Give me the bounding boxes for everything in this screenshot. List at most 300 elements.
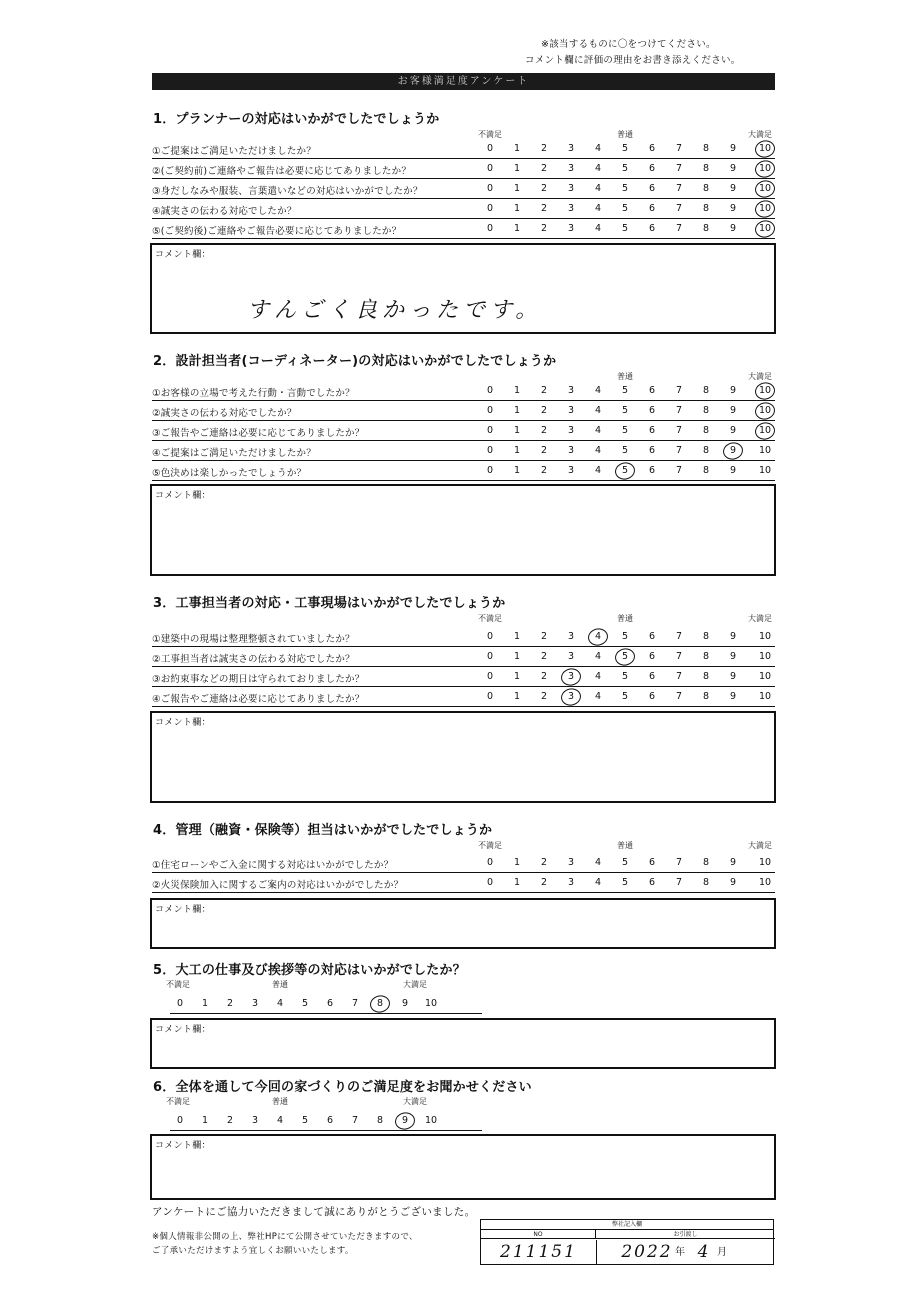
scale-option-4[interactable]: 4 <box>594 163 602 174</box>
scale-option-7[interactable]: 7 <box>675 465 683 476</box>
scale-option-0[interactable]: 0 <box>486 857 494 868</box>
scale-option-3[interactable]: 3 <box>567 405 575 416</box>
scale-option-1[interactable]: 1 <box>513 671 521 682</box>
scale-option-2[interactable]: 2 <box>540 465 548 476</box>
scale-option-1[interactable]: 1 <box>513 405 521 416</box>
selected-circle <box>753 158 776 179</box>
scale-option-8[interactable]: 8 <box>702 183 710 194</box>
handover-label: お引渡し <box>596 1230 775 1239</box>
scale-option-6[interactable]: 6 <box>648 203 656 214</box>
scale-option-2[interactable]: 2 <box>540 405 548 416</box>
question-row <box>152 873 775 893</box>
scale-option-4[interactable]: 4 <box>594 651 602 662</box>
scale-option-8[interactable]: 8 <box>370 998 390 1009</box>
selected-circle <box>753 218 776 239</box>
scale-option-9[interactable]: 9 <box>729 877 737 888</box>
scale-option-10[interactable]: 10 <box>758 651 772 662</box>
scale-option-7[interactable]: 7 <box>675 163 683 174</box>
office-use-header: 弊社記入欄 <box>481 1220 773 1230</box>
scale-option-0[interactable]: 0 <box>486 445 494 456</box>
selected-circle <box>753 420 776 441</box>
scale-option-10[interactable]: 10 <box>755 425 775 436</box>
scale-option-6[interactable]: 6 <box>648 651 656 662</box>
selected-circle <box>721 440 744 461</box>
scale-option-0[interactable]: 0 <box>176 998 184 1009</box>
scale-option-9[interactable]: 9 <box>729 465 737 476</box>
scale-option-6[interactable]: 6 <box>326 1115 334 1126</box>
survey-number: 211151 <box>500 1242 577 1262</box>
scale-option-4[interactable]: 4 <box>594 465 602 476</box>
selected-circle <box>753 198 776 219</box>
scale-option-9[interactable]: 9 <box>729 163 737 174</box>
scale-option-5[interactable]: 5 <box>621 857 629 868</box>
office-use-box <box>480 1219 774 1265</box>
question-text: ③ご報告やご連絡は必要に応じてありましたか？ <box>152 428 365 439</box>
scale-option-8[interactable]: 8 <box>702 385 710 396</box>
scale-option-10[interactable]: 10 <box>758 877 772 888</box>
scale-option-4[interactable]: 4 <box>276 998 284 1009</box>
scale-option-7[interactable]: 7 <box>675 691 683 702</box>
scale-option-10[interactable]: 10 <box>424 1115 438 1126</box>
question-text: ③身だしなみや服装、言葉遣いなどの対応はいかがでしたか？ <box>152 186 423 197</box>
section-5-title: 5．大工の仕事及び挨拶等の対応はいかがでしたか？ <box>153 963 466 978</box>
scale-option-9[interactable]: 9 <box>729 223 737 234</box>
scale-label-high: 大満足 <box>403 1097 427 1106</box>
question-text: ②(ご契約前)ご連絡やご報告は必要に応じてありましたか？ <box>152 166 412 177</box>
scale-option-5[interactable]: 5 <box>621 405 629 416</box>
scale-label-mid: 普通 <box>617 372 633 381</box>
scale-option-6[interactable]: 6 <box>326 998 334 1009</box>
scale-label-high: 大満足 <box>748 130 772 139</box>
scale-option-0[interactable]: 0 <box>486 385 494 396</box>
scale-option-5[interactable]: 5 <box>301 998 309 1009</box>
scale-option-6[interactable]: 6 <box>648 445 656 456</box>
scale-option-9[interactable]: 9 <box>723 445 743 456</box>
comment-handwriting: すんごく良かったです。 <box>247 298 543 323</box>
scale-option-1[interactable]: 1 <box>513 445 521 456</box>
scale-option-2[interactable]: 2 <box>540 631 548 642</box>
scale-option-6[interactable]: 6 <box>648 405 656 416</box>
scale-option-3[interactable]: 3 <box>567 163 575 174</box>
scale-option-3[interactable]: 3 <box>567 651 575 662</box>
section-1-title: 1．プランナーの対応はいかがでしたでしょうか <box>153 112 440 127</box>
scale-option-5[interactable]: 5 <box>615 651 635 662</box>
scale-option-2[interactable]: 2 <box>540 425 548 436</box>
question-row <box>152 401 775 421</box>
selected-circle <box>559 666 582 687</box>
scale-option-4[interactable]: 4 <box>594 857 602 868</box>
scale-option-2[interactable]: 2 <box>540 223 548 234</box>
question-text: ④ご提案はご満足いただけましたか？ <box>152 448 316 459</box>
scale-option-8[interactable]: 8 <box>702 465 710 476</box>
scale-option-4[interactable]: 4 <box>594 223 602 234</box>
scale-option-1[interactable]: 1 <box>513 163 521 174</box>
scale-option-9[interactable]: 9 <box>729 143 737 154</box>
scale-option-2[interactable]: 2 <box>540 163 548 174</box>
selected-circle <box>753 178 776 199</box>
scale-option-3[interactable]: 3 <box>567 857 575 868</box>
scale-option-9[interactable]: 9 <box>729 183 737 194</box>
section-2-title: 2．設計担当者(コーディネーター)の対応はいかがでしたでしょうか <box>153 354 557 369</box>
scale-option-3[interactable]: 3 <box>567 465 575 476</box>
question-text: ④誠実さの伝わる対応でしたか？ <box>152 206 297 217</box>
instruction-circle: ※該当するものに〇をつけてください。 <box>541 39 716 50</box>
scale-option-2[interactable]: 2 <box>540 877 548 888</box>
scale-option-2[interactable]: 2 <box>540 445 548 456</box>
scale-label-mid: 普通 <box>617 614 633 623</box>
scale-option-8[interactable]: 8 <box>702 203 710 214</box>
question-row <box>152 381 775 401</box>
scale-option-10[interactable]: 10 <box>758 691 772 702</box>
scale-option-3[interactable]: 3 <box>567 183 575 194</box>
question-text: ①建築中の現場は整理整頓されていましたか？ <box>152 634 355 645</box>
handover-year: 2022 <box>621 1242 673 1262</box>
scale-option-6[interactable]: 6 <box>648 425 656 436</box>
scale-option-3[interactable]: 3 <box>567 877 575 888</box>
scale-option-0[interactable]: 0 <box>486 671 494 682</box>
selected-circle <box>753 400 776 421</box>
question-row <box>152 159 775 179</box>
scale-option-2[interactable]: 2 <box>540 385 548 396</box>
scale-option-9[interactable]: 9 <box>729 425 737 436</box>
scale-option-8[interactable]: 8 <box>702 877 710 888</box>
scale-option-6[interactable]: 6 <box>648 857 656 868</box>
scale-option-10[interactable]: 10 <box>758 465 772 476</box>
selected-circle <box>613 460 636 481</box>
scale-option-6[interactable]: 6 <box>648 631 656 642</box>
scale-label-low: 不満足 <box>166 1097 190 1106</box>
scale-option-3[interactable]: 3 <box>561 691 581 702</box>
section-4-title: 4．管理（融資・保険等）担当はいかがでしたでしょうか <box>153 823 493 838</box>
question-text: ①お客様の立場で考えた行動・言動でしたか？ <box>152 388 355 399</box>
single-scale-row <box>170 994 482 1014</box>
year-unit: 年 <box>675 1247 687 1258</box>
question-text: ②誠実さの伝わる対応でしたか？ <box>152 408 297 419</box>
scale-option-6[interactable]: 6 <box>648 223 656 234</box>
scale-option-10[interactable]: 10 <box>755 405 775 416</box>
question-row <box>152 461 775 481</box>
scale-option-8[interactable]: 8 <box>702 671 710 682</box>
scale-option-8[interactable]: 8 <box>702 631 710 642</box>
scale-option-9[interactable]: 9 <box>729 671 737 682</box>
comment-box[interactable] <box>150 1018 776 1069</box>
scale-option-0[interactable]: 0 <box>486 631 494 642</box>
scale-option-2[interactable]: 2 <box>226 998 234 1009</box>
scale-option-10[interactable]: 10 <box>424 998 438 1009</box>
scale-option-7[interactable]: 7 <box>675 203 683 214</box>
question-row <box>152 647 775 667</box>
scale-option-5[interactable]: 5 <box>621 877 629 888</box>
question-text: ②工事担当者は誠実さの伝わる対応でしたか？ <box>152 654 355 665</box>
scale-option-0[interactable]: 0 <box>486 877 494 888</box>
comment-label: コメント欄： <box>155 250 211 260</box>
scale-option-4[interactable]: 4 <box>588 631 608 642</box>
scale-option-10[interactable]: 10 <box>758 857 772 868</box>
scale-option-10[interactable]: 10 <box>755 163 775 174</box>
selected-circle <box>368 993 391 1014</box>
section-6-title: 6．全体を通して今回の家づくりのご満足度をお聞かせください <box>153 1080 532 1095</box>
scale-option-4[interactable]: 4 <box>594 445 602 456</box>
scale-option-4[interactable]: 4 <box>594 671 602 682</box>
scale-option-2[interactable]: 2 <box>540 857 548 868</box>
scale-label-low: 不満足 <box>478 841 502 850</box>
scale-option-0[interactable]: 0 <box>486 183 494 194</box>
scale-option-8[interactable]: 8 <box>702 163 710 174</box>
scale-option-1[interactable]: 1 <box>513 143 521 154</box>
scale-option-4[interactable]: 4 <box>594 425 602 436</box>
scale-option-9[interactable]: 9 <box>729 857 737 868</box>
scale-option-7[interactable]: 7 <box>675 671 683 682</box>
scale-option-7[interactable]: 7 <box>675 631 683 642</box>
scale-option-6[interactable]: 6 <box>648 385 656 396</box>
scale-option-3[interactable]: 3 <box>567 143 575 154</box>
question-row <box>152 627 775 647</box>
comment-label: コメント欄： <box>155 491 211 501</box>
question-row <box>152 667 775 687</box>
scale-option-10[interactable]: 10 <box>758 631 772 642</box>
question-text: ⑤色決めは楽しかったでしょうか？ <box>152 468 307 479</box>
scale-option-10[interactable]: 10 <box>755 385 775 396</box>
scale-option-5[interactable]: 5 <box>621 631 629 642</box>
scale-option-5[interactable]: 5 <box>621 671 629 682</box>
scale-option-7[interactable]: 7 <box>675 425 683 436</box>
question-text: ⑤(ご契約後)ご連絡やご報告必要に応じてありましたか？ <box>152 226 402 237</box>
scale-option-1[interactable]: 1 <box>513 203 521 214</box>
scale-option-8[interactable]: 8 <box>702 651 710 662</box>
scale-option-4[interactable]: 4 <box>594 691 602 702</box>
scale-option-5[interactable]: 5 <box>621 163 629 174</box>
scale-option-3[interactable]: 3 <box>567 223 575 234</box>
scale-option-10[interactable]: 10 <box>755 203 775 214</box>
scale-label-low: 不満足 <box>478 130 502 139</box>
scale-option-3[interactable]: 3 <box>251 1115 259 1126</box>
scale-option-7[interactable]: 7 <box>351 1115 359 1126</box>
scale-option-0[interactable]: 0 <box>486 163 494 174</box>
scale-option-10[interactable]: 10 <box>758 671 772 682</box>
scale-option-0[interactable]: 0 <box>486 651 494 662</box>
scale-option-7[interactable]: 7 <box>675 223 683 234</box>
scale-option-6[interactable]: 6 <box>648 877 656 888</box>
scale-option-0[interactable]: 0 <box>486 405 494 416</box>
scale-option-1[interactable]: 1 <box>513 183 521 194</box>
question-row <box>152 853 775 873</box>
scale-option-1[interactable]: 1 <box>513 385 521 396</box>
scale-option-4[interactable]: 4 <box>594 143 602 154</box>
scale-option-1[interactable]: 1 <box>513 651 521 662</box>
scale-option-3[interactable]: 3 <box>567 425 575 436</box>
scale-option-2[interactable]: 2 <box>226 1115 234 1126</box>
scale-option-7[interactable]: 7 <box>675 877 683 888</box>
scale-option-5[interactable]: 5 <box>621 143 629 154</box>
scale-option-9[interactable]: 9 <box>729 651 737 662</box>
scale-option-5[interactable]: 5 <box>621 223 629 234</box>
scale-option-0[interactable]: 0 <box>486 223 494 234</box>
selected-circle <box>393 1110 416 1131</box>
scale-label-high: 大満足 <box>403 980 427 989</box>
scale-option-0[interactable]: 0 <box>486 465 494 476</box>
scale-label-mid: 普通 <box>617 130 633 139</box>
scale-option-9[interactable]: 9 <box>729 385 737 396</box>
scale-option-5[interactable]: 5 <box>615 465 635 476</box>
scale-label-high: 大満足 <box>748 841 772 850</box>
scale-option-7[interactable]: 7 <box>675 445 683 456</box>
scale-option-1[interactable]: 1 <box>201 1115 209 1126</box>
scale-label-mid: 普通 <box>272 1097 288 1106</box>
scale-option-6[interactable]: 6 <box>648 691 656 702</box>
question-text: ④ご報告やご連絡は必要に応じてありましたか？ <box>152 694 365 705</box>
scale-option-7[interactable]: 7 <box>675 183 683 194</box>
scale-option-5[interactable]: 5 <box>621 183 629 194</box>
scale-option-1[interactable]: 1 <box>513 691 521 702</box>
scale-option-3[interactable]: 3 <box>567 445 575 456</box>
scale-option-7[interactable]: 7 <box>675 385 683 396</box>
scale-label-low: 不満足 <box>166 980 190 989</box>
scale-option-1[interactable]: 1 <box>513 425 521 436</box>
scale-option-0[interactable]: 0 <box>486 203 494 214</box>
scale-option-8[interactable]: 8 <box>702 425 710 436</box>
scale-option-6[interactable]: 6 <box>648 465 656 476</box>
scale-option-2[interactable]: 2 <box>540 651 548 662</box>
comment-box[interactable] <box>150 484 776 576</box>
scale-option-6[interactable]: 6 <box>648 183 656 194</box>
scale-option-8[interactable]: 8 <box>702 405 710 416</box>
scale-option-10[interactable]: 10 <box>755 183 775 194</box>
scale-option-4[interactable]: 4 <box>594 203 602 214</box>
selected-circle <box>753 380 776 401</box>
scale-option-0[interactable]: 0 <box>176 1115 184 1126</box>
scale-option-10[interactable]: 10 <box>755 143 775 154</box>
scale-option-10[interactable]: 10 <box>755 223 775 234</box>
selected-circle <box>559 686 582 707</box>
scale-option-7[interactable]: 7 <box>675 405 683 416</box>
question-row <box>152 179 775 199</box>
scale-option-3[interactable]: 3 <box>567 203 575 214</box>
thank-you-message: アンケートにご協力いただきまして誠にありがとうございました。 <box>152 1206 476 1218</box>
question-text: ②火災保険加入に関するご案内の対応はいかがでしたか？ <box>152 880 404 891</box>
scale-option-1[interactable]: 1 <box>513 631 521 642</box>
privacy-note-1: ※個人情報非公開の上、弊社HPにて公開させていただきますので、 <box>152 1232 418 1242</box>
question-text: ③お約束事などの期日は守られておりましたか？ <box>152 674 365 685</box>
question-row <box>152 421 775 441</box>
scale-label-mid: 普通 <box>272 980 288 989</box>
handover-month: 4 <box>697 1242 711 1262</box>
scale-label-high: 大満足 <box>748 614 772 623</box>
scale-option-2[interactable]: 2 <box>540 183 548 194</box>
scale-label-mid: 普通 <box>617 841 633 850</box>
scale-option-2[interactable]: 2 <box>540 691 548 702</box>
comment-label: コメント欄： <box>155 1025 211 1035</box>
scale-option-1[interactable]: 1 <box>513 223 521 234</box>
instruction-comment: コメント欄に評価の理由をお書き添えください。 <box>525 55 741 66</box>
scale-option-4[interactable]: 4 <box>594 385 602 396</box>
comment-label: コメント欄： <box>155 905 211 915</box>
scale-option-4[interactable]: 4 <box>594 405 602 416</box>
scale-option-6[interactable]: 6 <box>648 163 656 174</box>
scale-option-9[interactable]: 9 <box>395 1115 415 1126</box>
question-row <box>152 219 775 239</box>
scale-option-1[interactable]: 1 <box>201 998 209 1009</box>
comment-label: コメント欄： <box>155 1141 211 1151</box>
scale-option-9[interactable]: 9 <box>729 631 737 642</box>
scale-option-8[interactable]: 8 <box>702 445 710 456</box>
comment-box[interactable] <box>150 898 776 949</box>
scale-option-9[interactable]: 9 <box>729 405 737 416</box>
scale-option-8[interactable]: 8 <box>702 143 710 154</box>
scale-option-8[interactable]: 8 <box>702 691 710 702</box>
no-label: NO <box>481 1230 596 1239</box>
scale-option-3[interactable]: 3 <box>251 998 259 1009</box>
question-row <box>152 139 775 159</box>
selected-circle <box>586 626 609 647</box>
scale-option-9[interactable]: 9 <box>729 203 737 214</box>
scale-option-5[interactable]: 5 <box>301 1115 309 1126</box>
scale-option-8[interactable]: 8 <box>702 857 710 868</box>
scale-option-2[interactable]: 2 <box>540 671 548 682</box>
scale-label-high: 大満足 <box>748 372 772 381</box>
scale-option-9[interactable]: 9 <box>729 691 737 702</box>
comment-box[interactable] <box>150 243 776 334</box>
section-3-title: 3．工事担当者の対応・工事現場はいかがでしたでしょうか <box>153 596 506 611</box>
scale-option-8[interactable]: 8 <box>702 223 710 234</box>
scale-option-0[interactable]: 0 <box>486 143 494 154</box>
office-divider <box>596 1240 597 1265</box>
scale-option-7[interactable]: 7 <box>675 143 683 154</box>
scale-option-5[interactable]: 5 <box>621 385 629 396</box>
scale-option-1[interactable]: 1 <box>513 465 521 476</box>
question-row <box>152 199 775 219</box>
scale-option-4[interactable]: 4 <box>594 877 602 888</box>
selected-circle <box>613 646 636 667</box>
question-row <box>152 687 775 707</box>
scale-option-6[interactable]: 6 <box>648 143 656 154</box>
scale-option-5[interactable]: 5 <box>621 445 629 456</box>
scale-option-0[interactable]: 0 <box>486 425 494 436</box>
scale-option-4[interactable]: 4 <box>594 183 602 194</box>
comment-box[interactable] <box>150 1134 776 1200</box>
scale-option-7[interactable]: 7 <box>351 998 359 1009</box>
scale-option-1[interactable]: 1 <box>513 857 521 868</box>
question-text: ①ご提案はご満足いただけましたか？ <box>152 146 316 157</box>
scale-option-5[interactable]: 5 <box>621 425 629 436</box>
scale-label-low: 不満足 <box>478 614 502 623</box>
scale-option-3[interactable]: 3 <box>567 385 575 396</box>
scale-option-3[interactable]: 3 <box>561 671 581 682</box>
question-text: ①住宅ローンやご入金に関する対応はいかがでしたか？ <box>152 860 394 871</box>
scale-option-7[interactable]: 7 <box>675 651 683 662</box>
month-unit: 月 <box>717 1247 729 1258</box>
survey-banner: お客様満足度アンケート <box>152 73 775 90</box>
comment-label: コメント欄： <box>155 718 211 728</box>
scale-option-8[interactable]: 8 <box>376 1115 384 1126</box>
scale-option-2[interactable]: 2 <box>540 143 548 154</box>
privacy-note-2: ご了承いただけますよう宜しくお願いいたします。 <box>152 1246 354 1256</box>
scale-option-9[interactable]: 9 <box>401 998 409 1009</box>
scale-option-4[interactable]: 4 <box>276 1115 284 1126</box>
comment-box[interactable] <box>150 711 776 803</box>
scale-option-5[interactable]: 5 <box>621 691 629 702</box>
scale-option-10[interactable]: 10 <box>758 445 772 456</box>
scale-option-2[interactable]: 2 <box>540 203 548 214</box>
scale-option-0[interactable]: 0 <box>486 691 494 702</box>
scale-option-7[interactable]: 7 <box>675 857 683 868</box>
scale-option-1[interactable]: 1 <box>513 877 521 888</box>
single-scale-row <box>170 1111 482 1131</box>
scale-option-5[interactable]: 5 <box>621 203 629 214</box>
scale-option-3[interactable]: 3 <box>567 631 575 642</box>
selected-circle <box>753 138 776 159</box>
scale-option-6[interactable]: 6 <box>648 671 656 682</box>
question-row <box>152 441 775 461</box>
